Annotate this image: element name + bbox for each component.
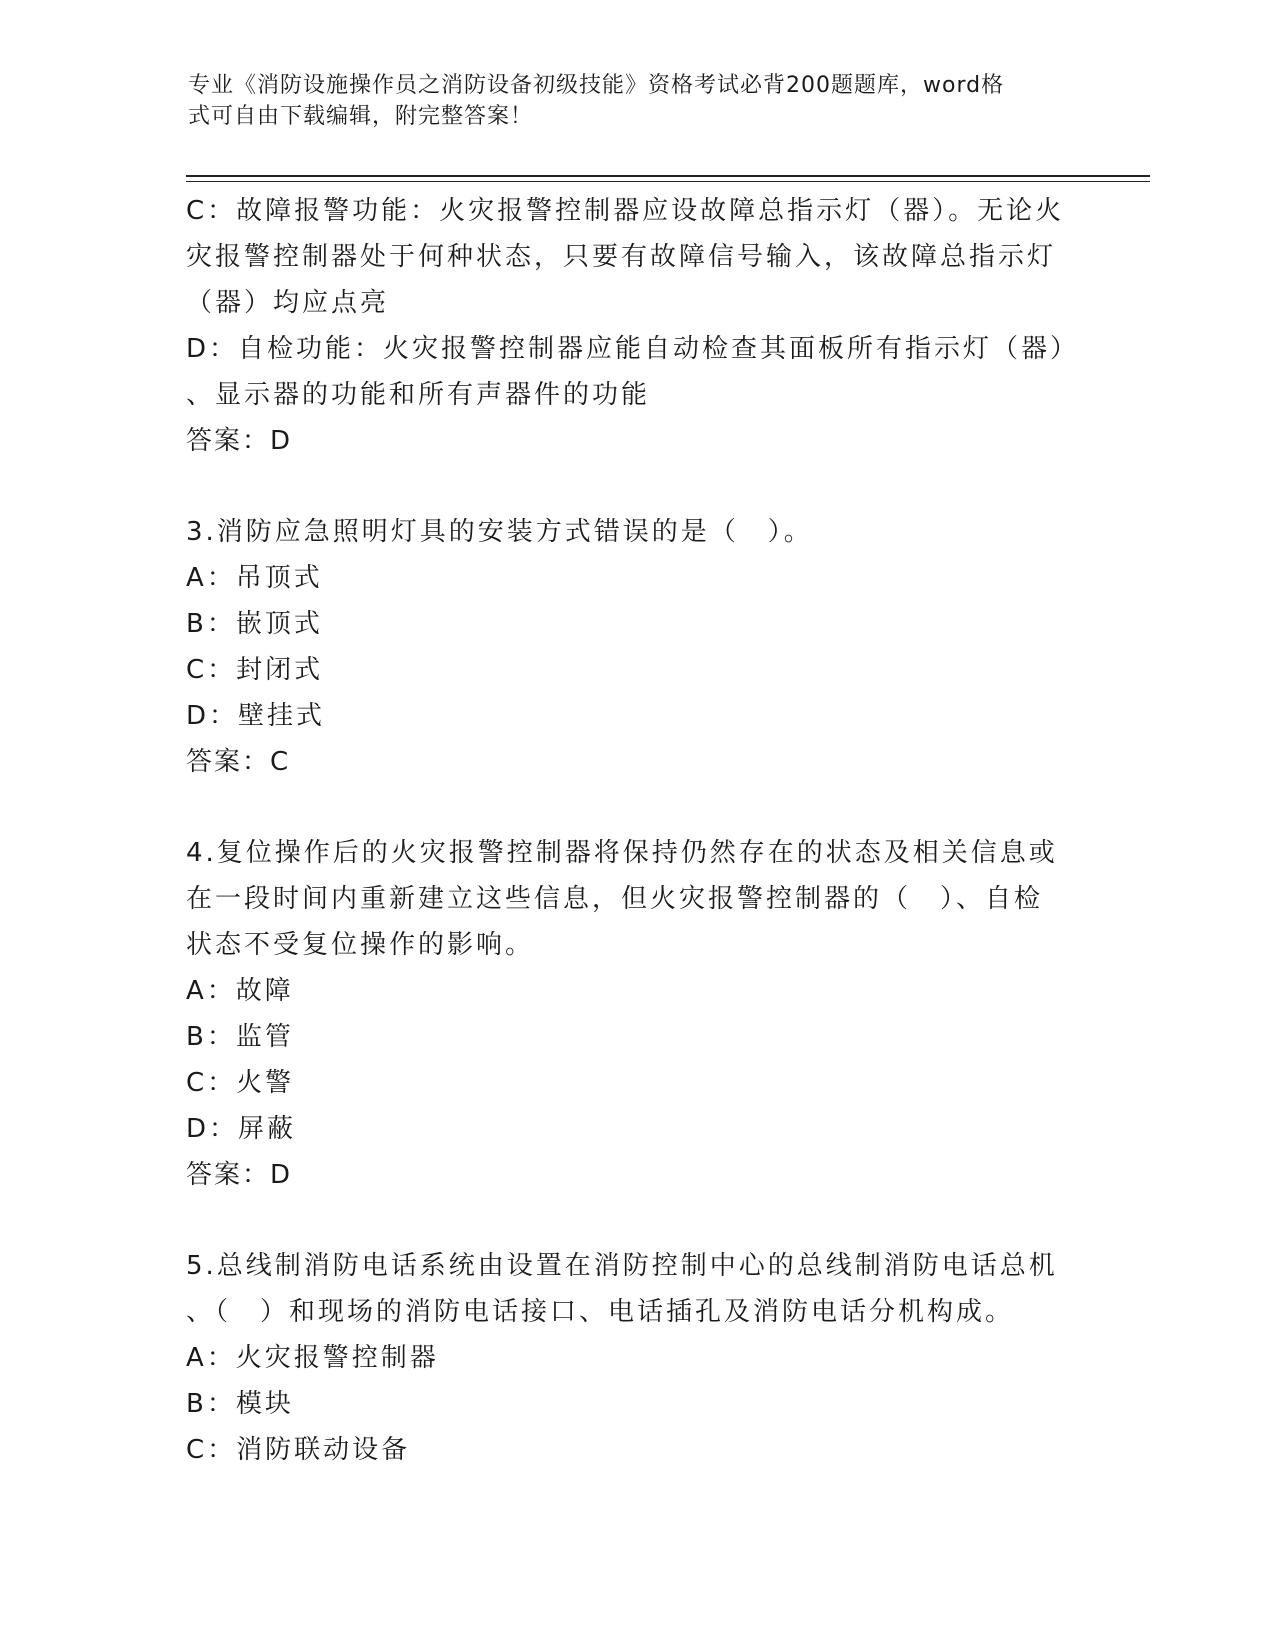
option-a: A：吊顶式 [186, 563, 323, 593]
question-content [186, 188, 1080, 1473]
header-rule-thin [186, 181, 1150, 182]
answer-q2: 答案：D [186, 426, 293, 456]
header-line-1: 专业《消防设施操作员之消防设备初级技能》资格考试必背200题题库，word格 [188, 73, 1005, 98]
spacer [186, 1198, 1076, 1243]
option-d: D：壁挂式 [186, 701, 326, 731]
option-d-line-1: D：自检功能：火灾报警控制器应能自动检查其面板所有指示灯（器） [186, 334, 1080, 364]
spacer [186, 464, 1076, 509]
option-b: B：嵌顶式 [186, 609, 323, 639]
question-3 [186, 509, 1076, 785]
question-stem-line-2: 、（ ）和现场的消防电话接口、电话插孔及消防电话分机构成。 [186, 1297, 1015, 1327]
header-line-2: 式可自由下载编辑，附完整答案！ [188, 104, 534, 129]
header-rule-thick [186, 175, 1150, 177]
option-b: B：监管 [186, 1022, 294, 1052]
question-2-tail [186, 188, 1080, 464]
option-a: A：火灾报警控制器 [186, 1343, 439, 1373]
option-a: A：故障 [186, 976, 294, 1006]
question-stem: 3.消防应急照明灯具的安装方式错误的是（ ）。 [186, 517, 813, 547]
spacer [186, 785, 1076, 830]
option-d-line-2: 、显示器的功能和所有声器件的功能 [186, 380, 651, 410]
answer-q4: 答案：D [186, 1160, 293, 1190]
option-c: C：消防联动设备 [186, 1435, 411, 1465]
question-stem-line-1: 5.总线制消防电话系统由设置在消防控制中心的总线制消防电话总机 [186, 1251, 1058, 1281]
option-c: C：火警 [186, 1068, 295, 1098]
answer-q3: 答案：C [186, 747, 291, 777]
option-d: D：屏蔽 [186, 1114, 297, 1144]
question-stem-line-1: 4.复位操作后的火灾报警控制器将保持仍然存在的状态及相关信息或 [186, 838, 1058, 868]
option-c-line-1: C：故障报警功能：火灾报警控制器应设故障总指示灯（器）。无论火 [186, 196, 1065, 226]
option-c-line-3: （器）均应点亮 [186, 288, 390, 318]
document-header [188, 70, 1068, 132]
option-c-line-2: 灾报警控制器处于何种状态，只要有故障信号输入，该故障总指示灯 [186, 242, 1057, 272]
question-stem-line-2: 在一段时间内重新建立这些信息，但火灾报警控制器的（ ）、自检 [186, 884, 1044, 914]
option-c: C：封闭式 [186, 655, 324, 685]
question-4 [186, 830, 1076, 1198]
option-b: B：模块 [186, 1389, 294, 1419]
question-5 [186, 1243, 1076, 1473]
question-stem-line-3: 状态不受复位操作的影响。 [186, 930, 535, 960]
